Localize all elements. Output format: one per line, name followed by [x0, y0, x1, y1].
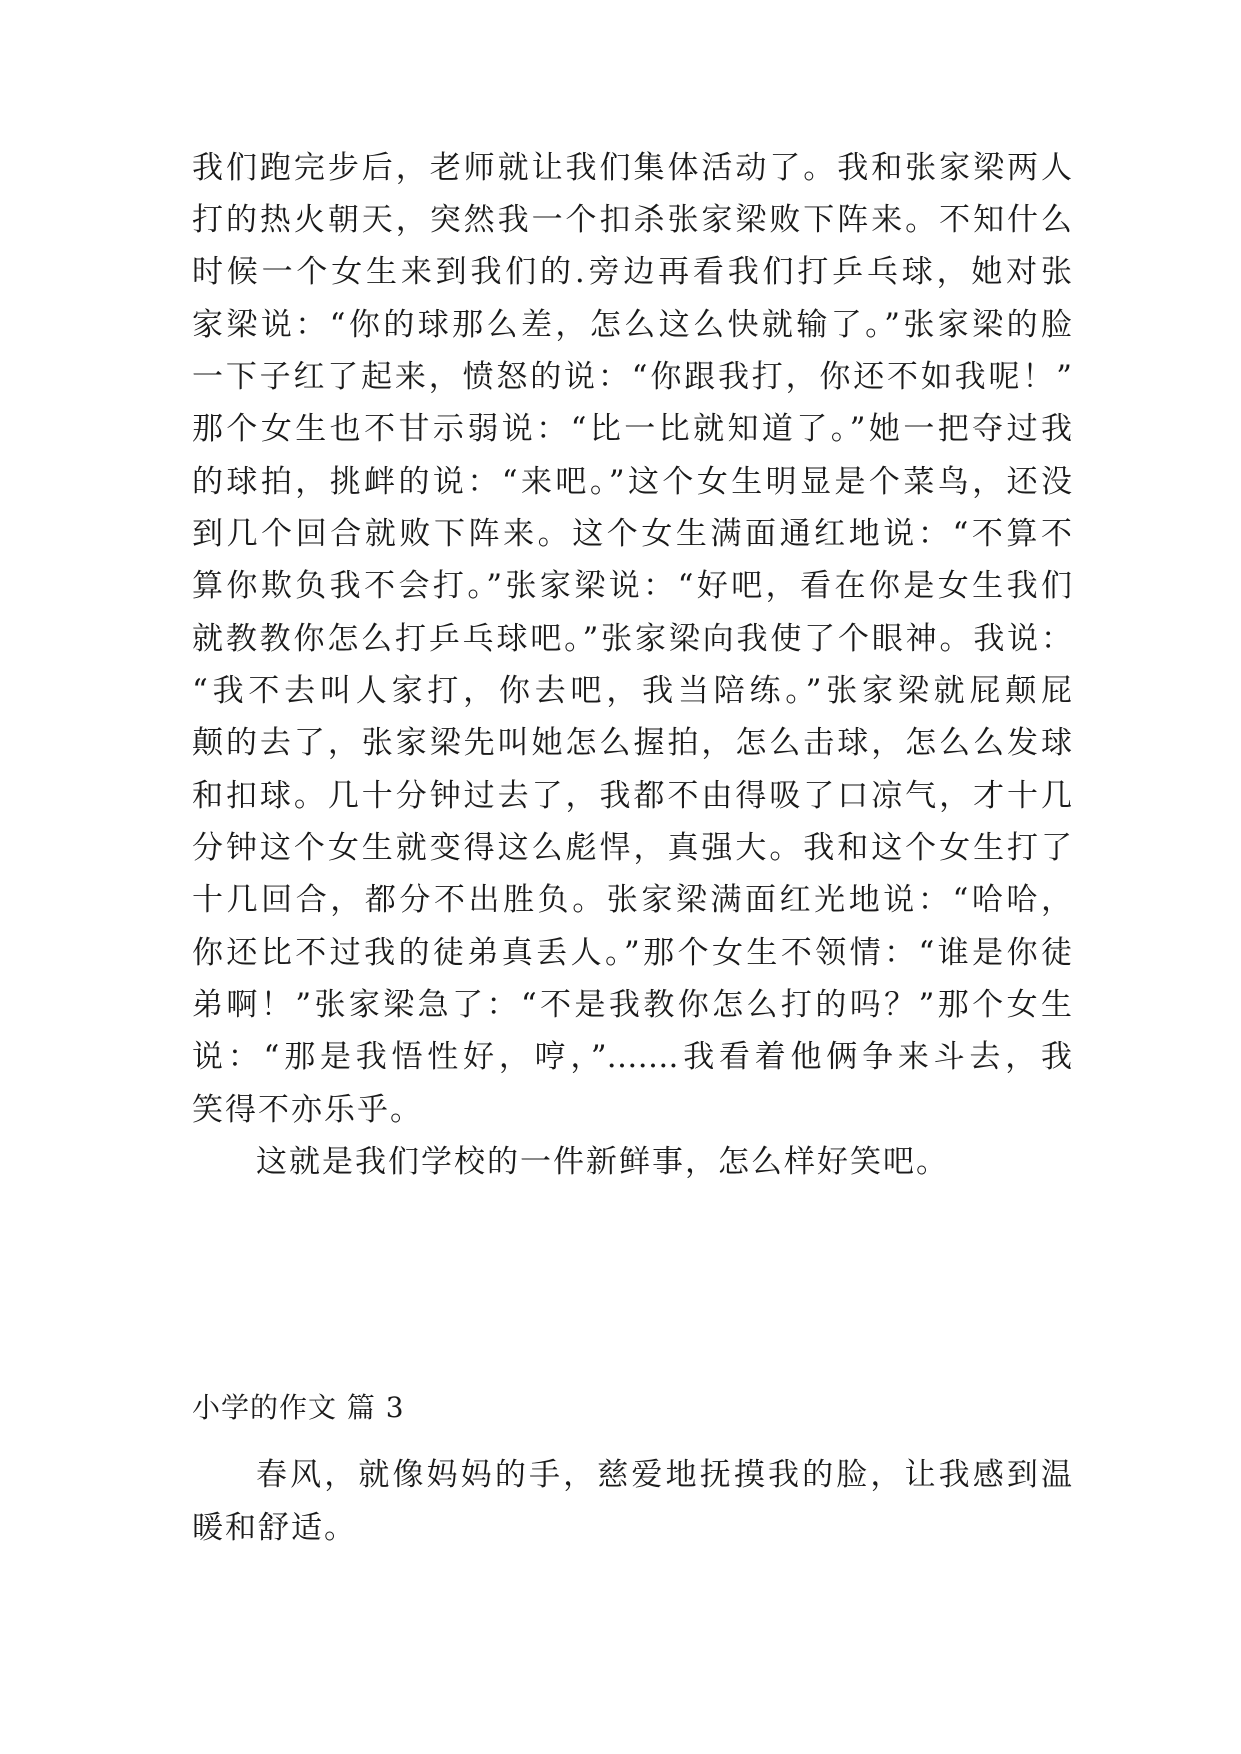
essay-line: 颠的去了，张家梁先叫她怎么握拍，怎么击球，怎么么发球 [192, 725, 1072, 761]
essay-closing-paragraph: 这就是我们学校的一件新鲜事，怎么样好笑吧。 [256, 1144, 949, 1180]
essay-line: 说：“那是我悟性好，哼，”…….我看着他俩争来斗去，我 [192, 1039, 1072, 1075]
essay-line: 弟啊！”张家梁急了：“不是我教你怎么打的吗？”那个女生 [192, 987, 1072, 1023]
essay-line: 你还比不过我的徒弟真丢人。”那个女生不领情：“谁是你徒 [192, 935, 1072, 971]
essay-line: 就教教你怎么打乒乓球吧。”张家梁向我使了个眼神。我说： [192, 621, 1072, 657]
essay-line: 暖和舒适。 [192, 1510, 357, 1546]
essay-line: 我们跑完步后，老师就让我们集体活动了。我和张家梁两人 [192, 150, 1072, 186]
essay-line: 春风，就像妈妈的手，慈爱地抚摸我的脸，让我感到温 [256, 1457, 1072, 1493]
essay-line: 算你欺负我不会打。”张家梁说：“好吧，看在你是女生我们 [192, 568, 1072, 604]
essay-line: 分钟这个女生就变得这么彪悍，真强大。我和这个女生打了 [192, 830, 1072, 866]
essay-line: 的球拍，挑衅的说：“来吧。”这个女生明显是个菜鸟，还没 [192, 464, 1072, 500]
essay-line: 家梁说：“你的球那么差，怎么这么快就输了。”张家梁的脸 [192, 307, 1072, 343]
section-heading: 小学的作文 篇 3 [192, 1391, 405, 1424]
essay-line: “我不去叫人家打，你去吧，我当陪练。”张家梁就屁颠屁 [192, 673, 1072, 709]
essay-line: 打的热火朝天，突然我一个扣杀张家梁败下阵来。不知什么 [192, 202, 1072, 238]
essay-line: 十几回合，都分不出胜负。张家梁满面红光地说：“哈哈， [192, 882, 1072, 918]
essay-line: 和扣球。几十分钟过去了，我都不由得吸了口凉气，才十几 [192, 778, 1072, 814]
essay-line: 那个女生也不甘示弱说：“比一比就知道了。”她一把夺过我 [192, 411, 1072, 447]
essay-line: 到几个回合就败下阵来。这个女生满面通红地说：“不算不 [192, 516, 1072, 552]
essay-line: 一下子红了起来，愤怒的说：“你跟我打，你还不如我呢！” [192, 359, 1072, 395]
essay-line: 时候一个女生来到我们的.旁边再看我们打乒乓球，她对张 [192, 254, 1072, 290]
essay-line: 笑得不亦乐乎。 [192, 1092, 423, 1128]
